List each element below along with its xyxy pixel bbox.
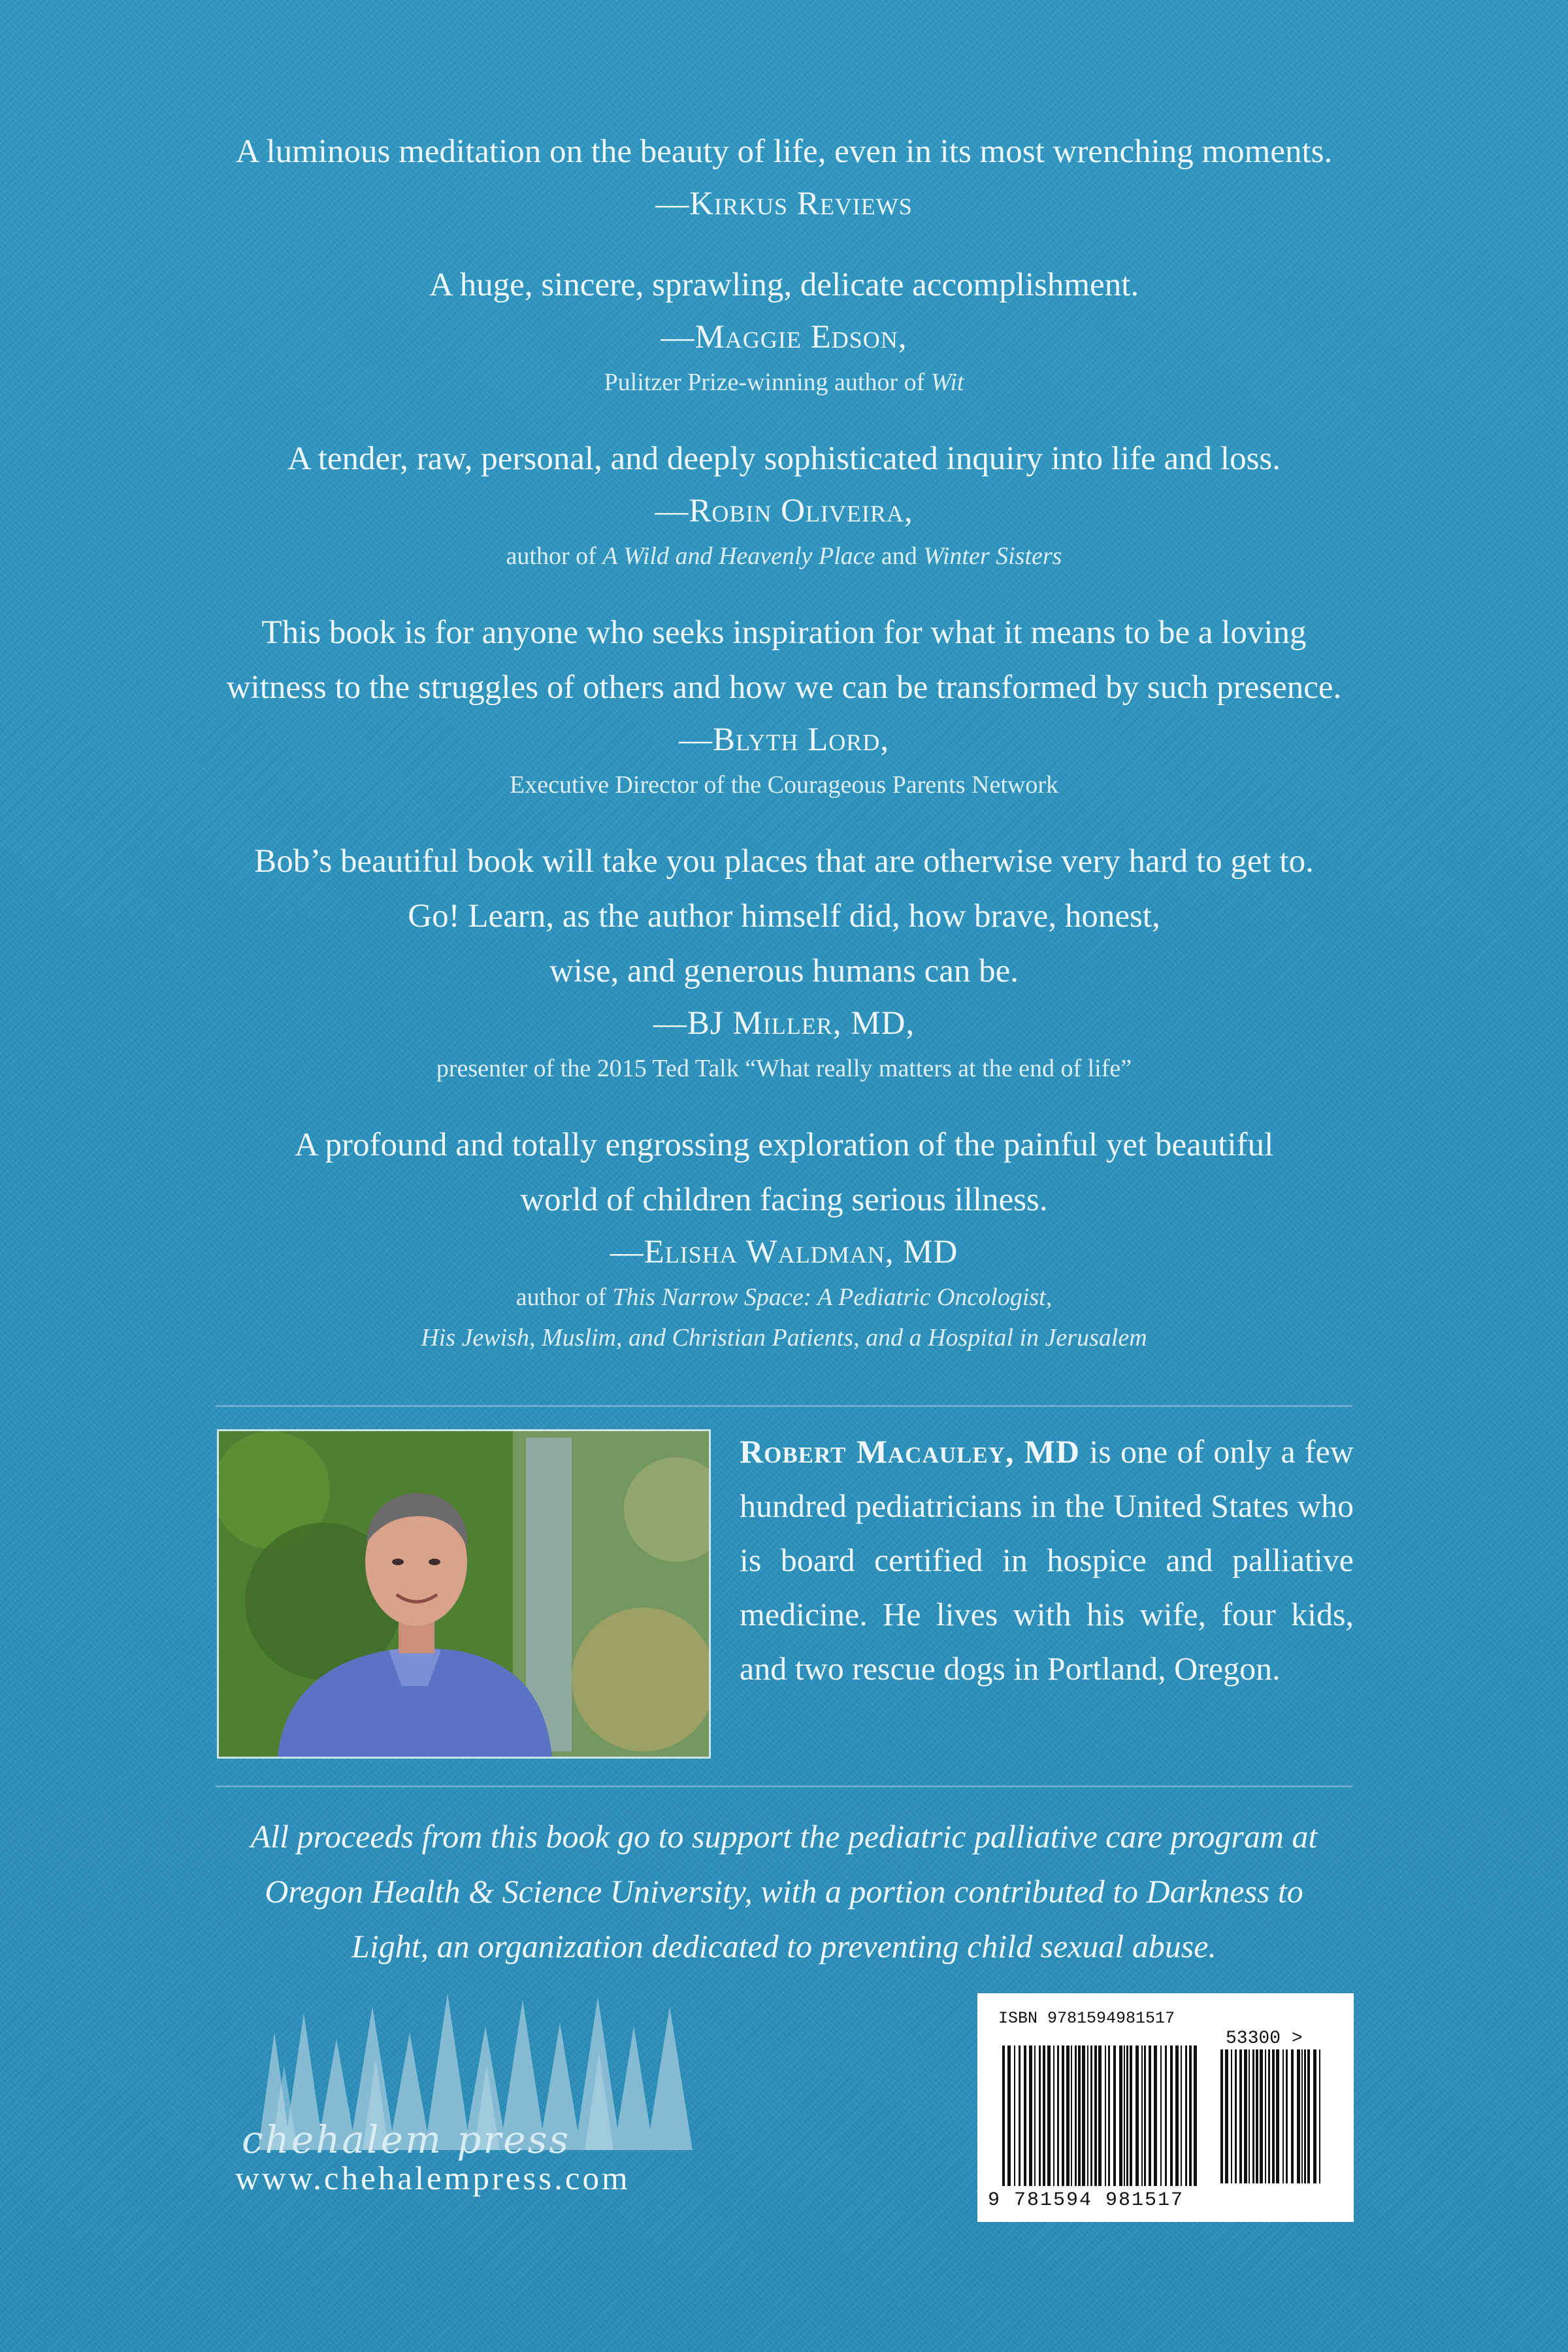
barcode-bar xyxy=(1272,2049,1275,2183)
blurb xyxy=(98,431,1470,576)
blurb-quote-line: A tender, raw, personal, and deeply sophisticated inquiry into life and loss. xyxy=(287,440,1281,477)
addon-barcode-bars xyxy=(1220,2049,1325,2187)
barcode-bar xyxy=(1066,2046,1070,2186)
blurb-quote-line: Bob’s beautiful book will take you places that are otherwise very hard to get to. xyxy=(254,843,1314,880)
barcode-bar xyxy=(1244,2049,1247,2183)
barcode-bar xyxy=(1144,2046,1146,2186)
blurb-attribution: —Robin Oliveira, xyxy=(655,493,913,529)
blurb-attribution: —BJ Miller, MD, xyxy=(653,1005,915,1042)
blurb-role xyxy=(98,1277,1470,1358)
blurb-gap xyxy=(98,229,1470,257)
barcode-bar xyxy=(1090,2046,1092,2186)
publisher-name: chehalem press xyxy=(242,2117,571,2162)
barcode-bar xyxy=(1304,2049,1306,2183)
proceeds-note xyxy=(196,1809,1372,1974)
blurb-role xyxy=(98,1048,1470,1089)
blurb-role-part: presenter of the 2015 Ted Talk “What really matters at the end of life” xyxy=(436,1055,1132,1082)
barcode-bar xyxy=(1286,2049,1288,2183)
barcode-bar xyxy=(1113,2046,1116,2186)
barcode-bar xyxy=(1256,2049,1258,2183)
price-code: 53300 > xyxy=(1226,2029,1303,2049)
blurb-role xyxy=(98,765,1470,805)
divider-bottom xyxy=(216,1785,1352,1787)
blurb-role xyxy=(98,362,1470,403)
barcode-bar xyxy=(1160,2046,1162,2186)
barcode-bar xyxy=(1297,2049,1300,2183)
blurb-quote-line: This book is for anyone who seeks inspiration for what it means to be a loving xyxy=(261,614,1307,651)
barcode-bar xyxy=(1062,2046,1064,2186)
barcode-bar xyxy=(1105,2046,1106,2186)
blurb-quote-line: wise, and generous humans can be. xyxy=(549,953,1019,989)
blurb-attribution: —Kirkus Reviews xyxy=(655,186,913,222)
barcode-bar xyxy=(1313,2049,1316,2183)
barcode-bar xyxy=(1034,2046,1036,2186)
barcode-bar xyxy=(1141,2046,1143,2186)
barcode-bar xyxy=(1075,2046,1077,2186)
blurb-quote-line: A huge, sincere, sprawling, delicate accomplishment. xyxy=(429,267,1139,303)
barcode-bar xyxy=(1087,2046,1088,2186)
blurb-role-part: A Wild and Heavenly Place xyxy=(602,542,875,570)
barcode-bar xyxy=(1239,2049,1242,2183)
blurb-role-part: Wit xyxy=(930,369,964,396)
blurb-role-part: His Jewish, Muslim, and Christian Patients, and a Hospital in Jerusalem xyxy=(421,1324,1147,1351)
blurb-quote-line: world of children facing serious illness. xyxy=(520,1182,1048,1218)
blurb-role-part: and xyxy=(875,542,924,570)
barcode-bar xyxy=(1029,2046,1032,2186)
author-photo xyxy=(217,1429,711,1759)
barcode-bars xyxy=(1002,2046,1198,2189)
blurb-role-part: Pulitzer Prize-winning author of xyxy=(604,369,931,396)
barcode-bar xyxy=(1301,2049,1303,2183)
review-blurbs xyxy=(98,124,1470,1358)
barcode-bar xyxy=(1276,2049,1279,2183)
barcode-bar xyxy=(1108,2046,1110,2186)
divider-top xyxy=(216,1405,1352,1407)
barcode-bar xyxy=(1291,2049,1294,2183)
proceeds-line: Oregon Health & Science University, with a portion contributed to Darkness to xyxy=(265,1873,1303,1910)
barcode-bar xyxy=(1119,2046,1122,2186)
blurb xyxy=(98,257,1470,403)
barcode-bar xyxy=(1307,2049,1310,2183)
barcode-bar xyxy=(1220,2049,1223,2183)
barcode-bar xyxy=(1002,2046,1005,2186)
barcode-bar xyxy=(1047,2046,1051,2186)
blurb xyxy=(98,834,1470,1089)
blurb-attribution: —Blyth Lord, xyxy=(678,721,890,758)
blurb-quote-line: A luminous meditation on the beauty of life, even in its most wrenching moments. xyxy=(235,133,1333,170)
barcode-bar xyxy=(1019,2046,1021,2186)
author-bio xyxy=(740,1425,1354,1696)
barcode-bar xyxy=(1024,2046,1026,2186)
blurb-role-part: This Narrow Space: A Pediatric Oncologist, xyxy=(612,1284,1053,1311)
barcode-bar xyxy=(1149,2046,1151,2186)
blurb-role-part: author of xyxy=(506,542,603,570)
barcode-bar xyxy=(1268,2049,1270,2183)
blurb-gap xyxy=(98,1089,1470,1118)
blurb-attribution: —Elisha Waldman, MD xyxy=(610,1234,958,1270)
barcode-bar xyxy=(1235,2049,1237,2183)
blurb-gap xyxy=(98,576,1470,605)
barcode-bar xyxy=(1098,2046,1102,2186)
barcode-bar xyxy=(1265,2049,1266,2183)
isbn-digits: 9 781594 981517 xyxy=(988,2189,1184,2211)
barcode-bar xyxy=(1252,2049,1254,2183)
blurb-quote-line: A profound and totally engrossing exploration of the painful yet beautiful xyxy=(294,1127,1274,1163)
blurb-quote-line: Go! Learn, as the author himself did, how brave, honest, xyxy=(408,898,1160,935)
barcode-bar xyxy=(1007,2046,1011,2186)
barcode-bar xyxy=(1053,2046,1054,2186)
barcode-bar xyxy=(1170,2046,1173,2186)
isbn-barcode xyxy=(977,1993,1354,2222)
blurb xyxy=(98,605,1470,805)
barcode-bar xyxy=(1057,2046,1059,2186)
blurb xyxy=(98,1118,1470,1358)
blurb-gap xyxy=(98,403,1470,431)
barcode-bar xyxy=(1225,2049,1228,2183)
barcode-bar xyxy=(1249,2049,1250,2183)
barcode-bar xyxy=(1071,2046,1072,2186)
barcode-bar xyxy=(1130,2046,1132,2186)
barcode-bar xyxy=(1319,2049,1320,2183)
barcode-bar xyxy=(1231,2049,1232,2183)
barcode-bar xyxy=(1194,2046,1197,2186)
barcode-bar xyxy=(1282,2049,1284,2183)
barcode-bar xyxy=(1014,2046,1015,2186)
blurb-role-part: author of xyxy=(515,1284,613,1311)
barcode-bar xyxy=(1175,2046,1179,2186)
author-bio-text: is one of only a few hundred pediatricians in the United States who is board certified in hospice and palliative medicine. He lives with his wife, four kids, and two rescue dogs in Portland, Oregon. xyxy=(740,1433,1354,1687)
proceeds-line: All proceeds from this book go to support the pediatric palliative care program at xyxy=(250,1818,1318,1855)
barcode-bar xyxy=(1189,2046,1192,2186)
barcode-bar xyxy=(1126,2046,1128,2186)
blurb-quote-line: witness to the struggles of others and how we can be transformed by such presence. xyxy=(226,669,1342,706)
publisher-url: www.chehalempress.com xyxy=(235,2161,630,2197)
blurb-gap xyxy=(98,805,1470,834)
barcode-bar xyxy=(1082,2046,1085,2186)
blurb-role-part: Executive Director of the Courageous Parents Network xyxy=(510,771,1058,799)
author-name: Robert Macauley, MD xyxy=(740,1433,1081,1470)
blurb-attribution: —Maggie Edson, xyxy=(661,319,907,356)
barcode-bar xyxy=(1043,2046,1045,2186)
barcode-bar xyxy=(1185,2046,1187,2186)
blurb xyxy=(98,124,1470,229)
barcode-bar xyxy=(1165,2046,1167,2186)
blurb-role xyxy=(98,536,1470,576)
barcode-bar xyxy=(1124,2046,1125,2186)
barcode-bar xyxy=(1135,2046,1139,2186)
barcode-bar xyxy=(1181,2046,1182,2186)
isbn-label: ISBN 9781594981517 xyxy=(998,2009,1175,2028)
blurb-role-part: Winter Sisters xyxy=(923,542,1062,570)
barcode-bar xyxy=(1260,2049,1263,2183)
barcode-bar xyxy=(1039,2046,1041,2186)
proceeds-line: Light, an organization dedicated to preventing child sexual abuse. xyxy=(351,1928,1217,1964)
barcode-bar xyxy=(1094,2046,1097,2186)
barcode-bar xyxy=(1154,2046,1157,2186)
barcode-bar xyxy=(1078,2046,1081,2186)
